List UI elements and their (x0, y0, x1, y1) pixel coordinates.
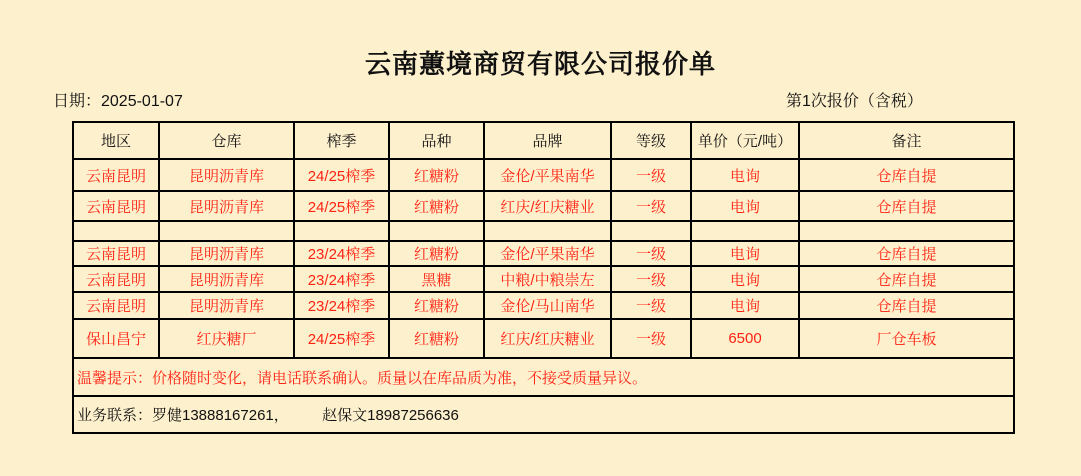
table-cell: 昆明沥青库 (159, 292, 294, 319)
table-cell: 红庆/红庆糖业 (484, 191, 611, 221)
table-cell: 金伦/平果南华 (484, 159, 611, 191)
table-cell: 仓库自提 (799, 292, 1014, 319)
table-cell: 电询 (691, 241, 799, 266)
table-cell: 23/24榨季 (294, 266, 389, 292)
table-cell: 金伦/平果南华 (484, 241, 611, 266)
table-cell: 红糖粉 (389, 159, 484, 191)
table-cell (159, 221, 294, 241)
table-row (73, 159, 1014, 191)
column-header: 单价（元/吨） (691, 122, 799, 159)
column-header: 等级 (611, 122, 691, 159)
table-cell: 一级 (611, 292, 691, 319)
table-cell: 仓库自提 (799, 241, 1014, 266)
table-cell: 24/25榨季 (294, 159, 389, 191)
contact-text: 业务联系：罗健13888167261， 赵保文18987256636 (73, 396, 1014, 433)
table-cell: 中粮/中粮崇左 (484, 266, 611, 292)
table-cell: 昆明沥青库 (159, 266, 294, 292)
table-row (73, 292, 1014, 319)
table-cell (484, 221, 611, 241)
table-row (73, 191, 1014, 221)
page-title: 云南蕙境商贸有限公司报价单 (364, 49, 716, 79)
table-cell: 23/24榨季 (294, 241, 389, 266)
table-cell: 仓库自提 (799, 191, 1014, 221)
table-cell: 23/24榨季 (294, 292, 389, 319)
table-cell (799, 221, 1014, 241)
column-header: 地区 (73, 122, 159, 159)
quotation-table (72, 121, 1015, 434)
table-cell: 电询 (691, 159, 799, 191)
table-cell: 24/25榨季 (294, 191, 389, 221)
contact-row (73, 396, 1014, 433)
table-header-row (73, 122, 1014, 159)
table-cell: 电询 (691, 191, 799, 221)
table-row (73, 241, 1014, 266)
column-header: 品牌 (484, 122, 611, 159)
table-cell: 昆明沥青库 (159, 191, 294, 221)
table-row (73, 266, 1014, 292)
quote-date: 日期：2025-01-07 (53, 93, 183, 110)
table-cell: 电询 (691, 266, 799, 292)
notice-text: 温馨提示：价格随时变化，请电话联系确认。质量以在库品质为准，不接受质量异议。 (73, 358, 1014, 396)
table-cell: 红庆糖厂 (159, 319, 294, 358)
table-cell: 一级 (611, 159, 691, 191)
table-cell: 仓库自提 (799, 266, 1014, 292)
table-cell: 云南昆明 (73, 191, 159, 221)
notice-row (73, 358, 1014, 396)
column-header: 品种 (389, 122, 484, 159)
table-cell: 保山昌宁 (73, 319, 159, 358)
table-cell: 红庆/红庆糖业 (484, 319, 611, 358)
table-cell: 金伦/马山南华 (484, 292, 611, 319)
column-header: 榨季 (294, 122, 389, 159)
column-header: 备注 (799, 122, 1014, 159)
table-cell (611, 221, 691, 241)
quote-round-tax-label: 第1次报价（含税） (786, 93, 923, 110)
table-cell: 红糖粉 (389, 191, 484, 221)
table-cell: 云南昆明 (73, 159, 159, 191)
table-row (73, 221, 1014, 241)
table-cell: 24/25榨季 (294, 319, 389, 358)
table-cell: 云南昆明 (73, 292, 159, 319)
table-cell: 一级 (611, 319, 691, 358)
table-cell: 电询 (691, 292, 799, 319)
table-cell: 黑糖 (389, 266, 484, 292)
table-cell: 一级 (611, 191, 691, 221)
table-cell: 红糖粉 (389, 319, 484, 358)
table-cell: 昆明沥青库 (159, 159, 294, 191)
table-cell: 一级 (611, 266, 691, 292)
table-cell (691, 221, 799, 241)
table-cell (294, 221, 389, 241)
table-cell: 厂仓车板 (799, 319, 1014, 358)
table-cell: 仓库自提 (799, 159, 1014, 191)
table-cell: 红糖粉 (389, 241, 484, 266)
table-row (73, 319, 1014, 358)
table-cell: 红糖粉 (389, 292, 484, 319)
column-header: 仓库 (159, 122, 294, 159)
table-cell: 云南昆明 (73, 241, 159, 266)
table-cell: 6500 (691, 319, 799, 358)
table-cell (73, 221, 159, 241)
table-cell (389, 221, 484, 241)
table-cell: 昆明沥青库 (159, 241, 294, 266)
table-cell: 云南昆明 (73, 266, 159, 292)
table-cell: 一级 (611, 241, 691, 266)
